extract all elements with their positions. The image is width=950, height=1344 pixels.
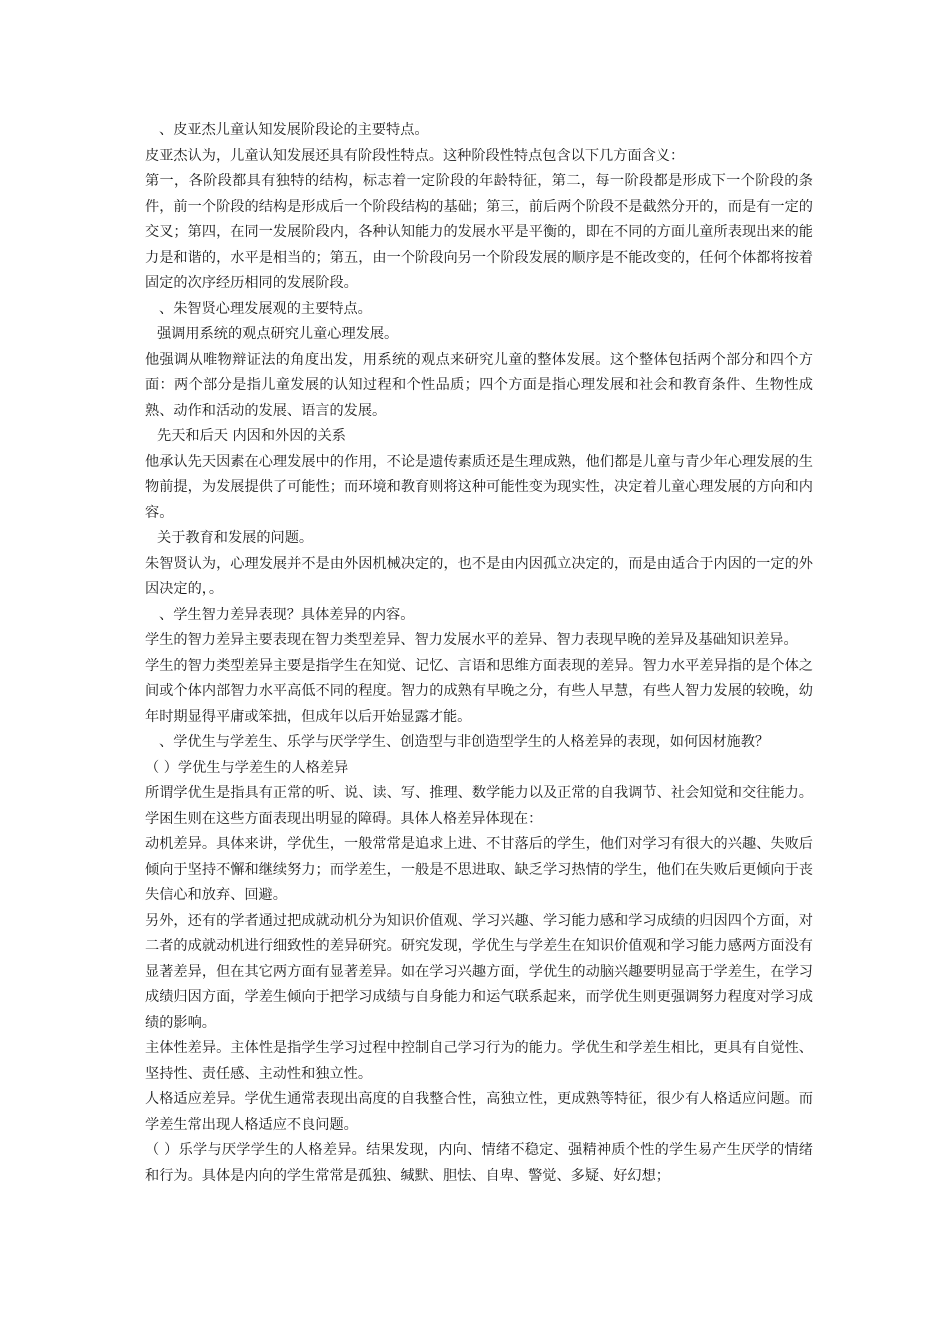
heading-intelligence: 、学生智力差异表现？具体差异的内容。 <box>159 606 415 623</box>
subheading: 强调用系统的观点研究儿童心理发展。 <box>157 326 399 342</box>
paragraph: 学生的智力差异主要表现在智力类型差异、智力发展水平的差异、智力表现早晚的差异及基础知识差异。 <box>145 632 798 648</box>
subheading: 关于教育和发展的问题。 <box>157 530 314 546</box>
paragraph: 第一，各阶段都具有独特的结构，标志着一定阶段的年龄特征，第二，每一阶段都是形成下一个阶段的条件，前一个阶段的结构是形成后一个阶段结构的基础；第三，前后两个阶段不是截然分开的，而是有一定的交叉；第四，在同一发展阶段内，各种认知能力的发展水平是平衡的，即在不同的方面儿童所表现出来的能力是和谐的，水平是相当的；第五，由一个阶段向另一个阶段发展的顺序是不能改变的，任何个体都将按着固定的次序经历相同的发展阶段。 <box>145 173 813 291</box>
paragraph: 他强调从唯物辩证法的角度出发，用系统的观点来研究儿童的整体发展。这个整体包括两个部分和四个方面：两个部分是指儿童发展的认知过程和个性品质；四个方面是指心理发展和社会和教育条件、生物性成熟、动作和活动的发展、语言的发展。 <box>145 351 813 419</box>
paragraph: 所谓学优生是指具有正常的听、说、读、写、推理、数学能力以及正常的自我调节、社会知觉和交往能力。学困生则在这些方面表现出明显的障碍。具体人格差异体现在： <box>145 785 813 827</box>
paragraph: 主体性差异。主体性是指学生学习过程中控制自己学习行为的能力。学优生和学差生相比，更具有自觉性、坚持性、责任感、主动性和独立性。 <box>145 1040 813 1082</box>
paragraph: 他承认先天因素在心理发展中的作用，不论是遗传素质还是生理成熟，他们都是儿童与青少年心理发展的生物前提，为发展提供了可能性；而环境和教育则将这种可能性变为现实性，决定着儿童心理发展的方向和内容。 <box>145 453 813 521</box>
paragraph: 动机差异。具体来讲，学优生，一般常常是追求上进、不甘落后的学生，他们对学习有很大的兴趣、失败后倾向于坚持不懈和继续努力；而学差生，一般是不思进取、缺乏学习热情的学生，他们在失败后更倾向于丧失信心和放弃、回避。 <box>145 836 813 903</box>
paragraph: 皮亚杰认为，儿童认知发展还具有阶段性特点。这种阶段性特点包含以下几方面含义： <box>145 147 685 164</box>
document-page <box>145 118 813 1189</box>
paragraph: 学生的智力类型差异主要是指学生在知觉、记忆、言语和思维方面表现的差异。智力水平差异指的是个体之间或个体内部智力水平高低不同的程度。智力的成熟有早晚之分，有些人早慧，有些人智力发展的较晚，幼年时期显得平庸或笨拙，但成年以后开始显露才能。 <box>145 657 813 725</box>
paragraph: 另外，还有的学者通过把成就动机分为知识价值观、学习兴趣、学习能力感和学习成绩的归因四个方面，对二者的成就动机进行细致性的差异研究。研究发现，学优生与学差生在知识价值观和学习能力感两方面没有显著差异，但在其它两方面有显著差异。如在学习兴趣方面，学优生的动脑兴趣要明显高于学差生，在学习成绩归因方面，学差生倾向于把学习成绩与自身能力和运气联系起来，而学优生则更强调努力程度对学习成绩的影响。 <box>145 912 813 1031</box>
paragraph: 人格适应差异。学优生通常表现出高度的自我整合性，高独立性，更成熟等特征，很少有人格适应问题。而学差生常出现人格适应不良问题。 <box>145 1091 813 1133</box>
heading-zhu-zhixian: 、朱智贤心理发展观的主要特点。 <box>159 300 372 317</box>
paragraph: （ ）乐学与厌学学生的人格差异。结果发现，内向、情绪不稳定、强精神质个性的学生易产生厌学的情绪和行为。具体是内向的学生常常是孤独、缄默、胆怯、自卑、警觉、多疑、好幻想； <box>145 1142 813 1184</box>
subheading: （ ）学优生与学差生的人格差异 <box>145 759 349 776</box>
paragraph: 朱智贤认为，心理发展并不是由外因机械决定的，也不是由内因孤立决定的，而是由适合于内因的一定的外因决定的，。 <box>145 555 813 597</box>
heading-personality: 、学优生与学差生、乐学与厌学学生、创造型与非创造型学生的人格差异的表现，如何因材施教？ <box>159 734 770 750</box>
subheading: 先天和后天 内因和外因的关系 <box>157 428 346 444</box>
heading-piaget: 、皮亚杰儿童认知发展阶段论的主要特点。 <box>159 122 429 138</box>
